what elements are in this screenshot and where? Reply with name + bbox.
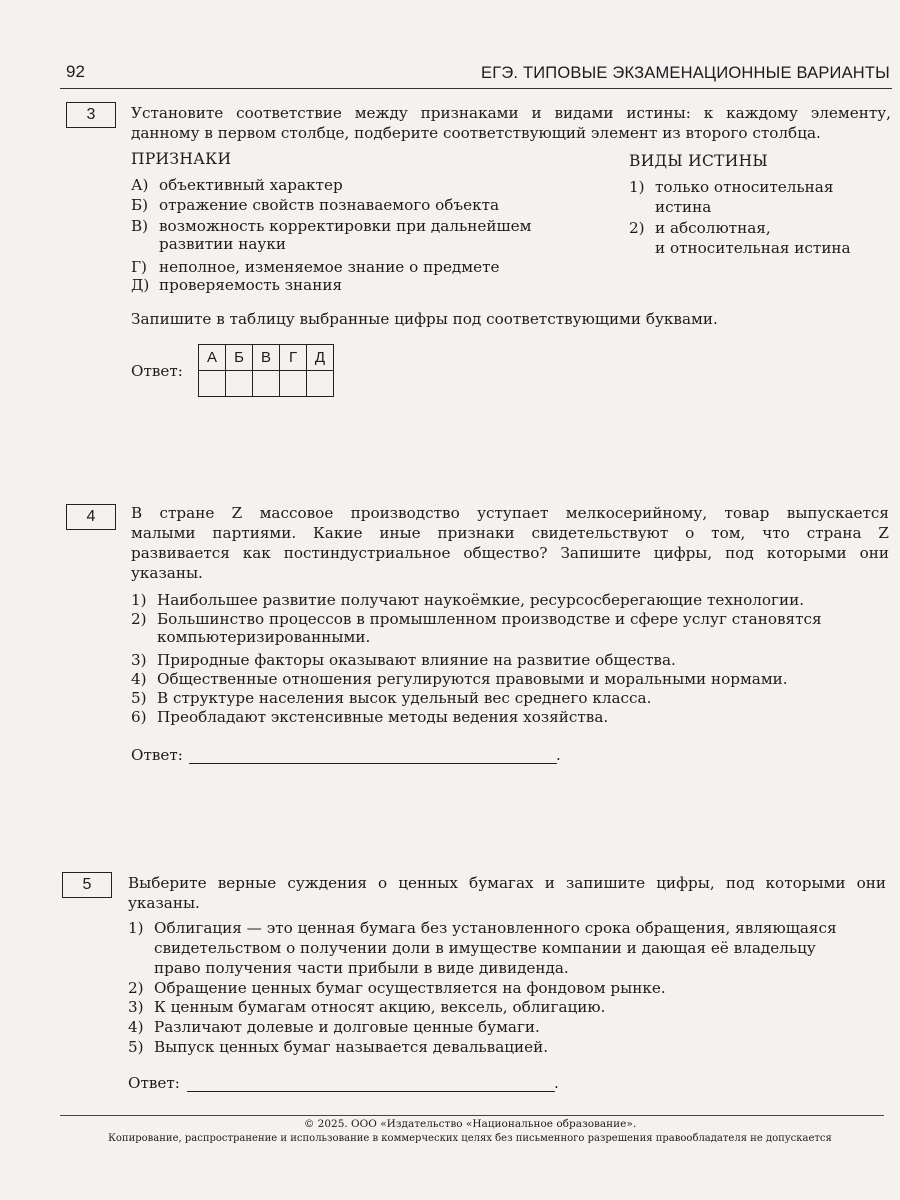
task4-answer-label: Ответ:: [131, 746, 183, 764]
answer-table-header: Д: [307, 345, 334, 371]
answer-table-header: Г: [280, 345, 307, 371]
running-title: ЕГЭ. ТИПОВЫЕ ЭКЗАМЕНАЦИОННЫЕ ВАРИАНТЫ: [481, 64, 890, 82]
option-text: Обращение ценных бумаг осуществляется на фондовом рынке.: [154, 979, 666, 997]
page-number: 92: [66, 62, 85, 81]
feature-label: В): [131, 217, 149, 235]
option-label: 5): [128, 1038, 144, 1056]
option-text: Выпуск ценных бумаг называется девальвацией.: [154, 1038, 549, 1056]
task5-intro: [128, 873, 886, 913]
option-text: Природные факторы оказывают влияние на развитие общества.: [157, 651, 676, 669]
task3-intro-line-2: данному в первом столбце, подберите соответствующий элемент из второго столбца.: [131, 124, 821, 142]
truth-label: 2): [629, 219, 645, 237]
task4-answer-end: .: [556, 746, 561, 764]
option-label: 3): [131, 651, 147, 669]
option-label: 4): [131, 670, 147, 688]
option-text: Большинство процессов в промышленном производстве и сфере услуг становятся: [157, 610, 822, 628]
option-label: 1): [131, 591, 147, 609]
option-text: Облигация — это ценная бумага без установленного срока обращения, являющаяся: [154, 919, 837, 937]
truths-heading: ВИДЫ ИСТИНЫ: [629, 152, 768, 170]
footer-copyright: © 2025. ООО «Издательство «Национальное образование».: [303, 1118, 637, 1130]
truth-text: и относительная истина: [655, 239, 851, 257]
task4-answer-field[interactable]: [189, 763, 557, 764]
task3-intro: [131, 103, 891, 143]
task5-answer-field[interactable]: [187, 1091, 555, 1092]
task3-intro-line-1: Установите соответствие между признаками и видами истины: к каждому элементу,: [131, 104, 891, 122]
truth-text: истина: [655, 198, 712, 216]
option-text: свидетельством о получении доли в имуществе компании и дающая её владельцу: [154, 939, 816, 957]
task4-intro-line-3: развивается как постиндустриальное общество? Запишите цифры, под которыми они: [131, 544, 889, 562]
task3-instruction: Запишите в таблицу выбранные цифры под соответствующими буквами.: [131, 310, 718, 328]
feature-label: Г): [131, 258, 147, 276]
task5-intro-line-2: указаны.: [128, 894, 200, 912]
answer-table-header: В: [253, 345, 280, 371]
feature-text: неполное, изменяемое знание о предмете: [159, 258, 500, 276]
task3-answer-label: Ответ:: [131, 362, 183, 380]
task5-intro-line-1: Выберите верные суждения о ценных бумагах и запишите цифры, под которыми они: [128, 874, 886, 892]
answer-cell-d[interactable]: [307, 371, 334, 397]
task-number-4: 4: [66, 504, 116, 530]
option-text: Наибольшее развитие получают наукоёмкие, ресурсосберегающие технологии.: [157, 591, 805, 609]
truth-text: и абсолютная,: [655, 219, 771, 237]
answer-cell-v[interactable]: [253, 371, 280, 397]
answer-table-header: Б: [226, 345, 253, 371]
option-text: К ценным бумагам относят акцию, вексель, облигацию.: [154, 998, 606, 1016]
header-divider: [60, 88, 892, 89]
footer-notice: Копирование, распространение и использование в коммерческих целях без письменного разрешения правообладателя не допускается: [108, 1133, 832, 1144]
truth-label: 1): [629, 178, 645, 196]
option-label: 6): [131, 708, 147, 726]
features-heading: ПРИЗНАКИ: [131, 150, 232, 168]
option-label: 3): [128, 998, 144, 1016]
option-label: 2): [128, 979, 144, 997]
task4-intro: [131, 503, 889, 583]
task-number-5: 5: [62, 872, 112, 898]
option-label: 5): [131, 689, 147, 707]
task-number-3: 3: [66, 102, 116, 128]
answer-cell-b[interactable]: [226, 371, 253, 397]
answer-cell-g[interactable]: [280, 371, 307, 397]
answer-table-header-row: [199, 345, 334, 371]
task4-intro-line-1: В стране Z массовое производство уступает мелкосерийному, товар выпускается: [131, 504, 889, 522]
option-text: Различают долевые и долговые ценные бумаги.: [154, 1018, 540, 1036]
feature-text: развитии науки: [159, 235, 286, 253]
task4-intro-line-2: малыми партиями. Какие иные признаки свидетельствуют о том, что страна Z: [131, 524, 889, 542]
answer-table: [198, 344, 334, 397]
option-text: Общественные отношения регулируются правовыми и моральными нормами.: [157, 670, 788, 688]
feature-text: отражение свойств познаваемого объекта: [159, 196, 500, 214]
option-label: 1): [128, 919, 144, 937]
answer-table-header: А: [199, 345, 226, 371]
feature-label: Д): [131, 276, 150, 294]
feature-text: проверяемость знания: [159, 276, 343, 294]
task4-intro-line-4: указаны.: [131, 564, 203, 582]
feature-text: объективный характер: [159, 176, 343, 194]
feature-label: Б): [131, 196, 149, 214]
option-text: компьютеризированными.: [157, 628, 371, 646]
feature-label: А): [131, 176, 149, 194]
answer-cell-a[interactable]: [199, 371, 226, 397]
feature-text: возможность корректировки при дальнейшем: [159, 217, 532, 235]
task5-answer-label: Ответ:: [128, 1074, 180, 1092]
option-text: Преобладают экстенсивные методы ведения хозяйства.: [157, 708, 609, 726]
task5-answer-end: .: [554, 1074, 559, 1092]
answer-table-input-row: [199, 371, 334, 397]
option-label: 4): [128, 1018, 144, 1036]
footer-divider: [60, 1115, 884, 1116]
truth-text: только относительная: [655, 178, 834, 196]
option-text: В структуре населения высок удельный вес среднего класса.: [157, 689, 652, 707]
option-label: 2): [131, 610, 147, 628]
option-text: право получения части прибыли в виде дивиденда.: [154, 959, 569, 977]
